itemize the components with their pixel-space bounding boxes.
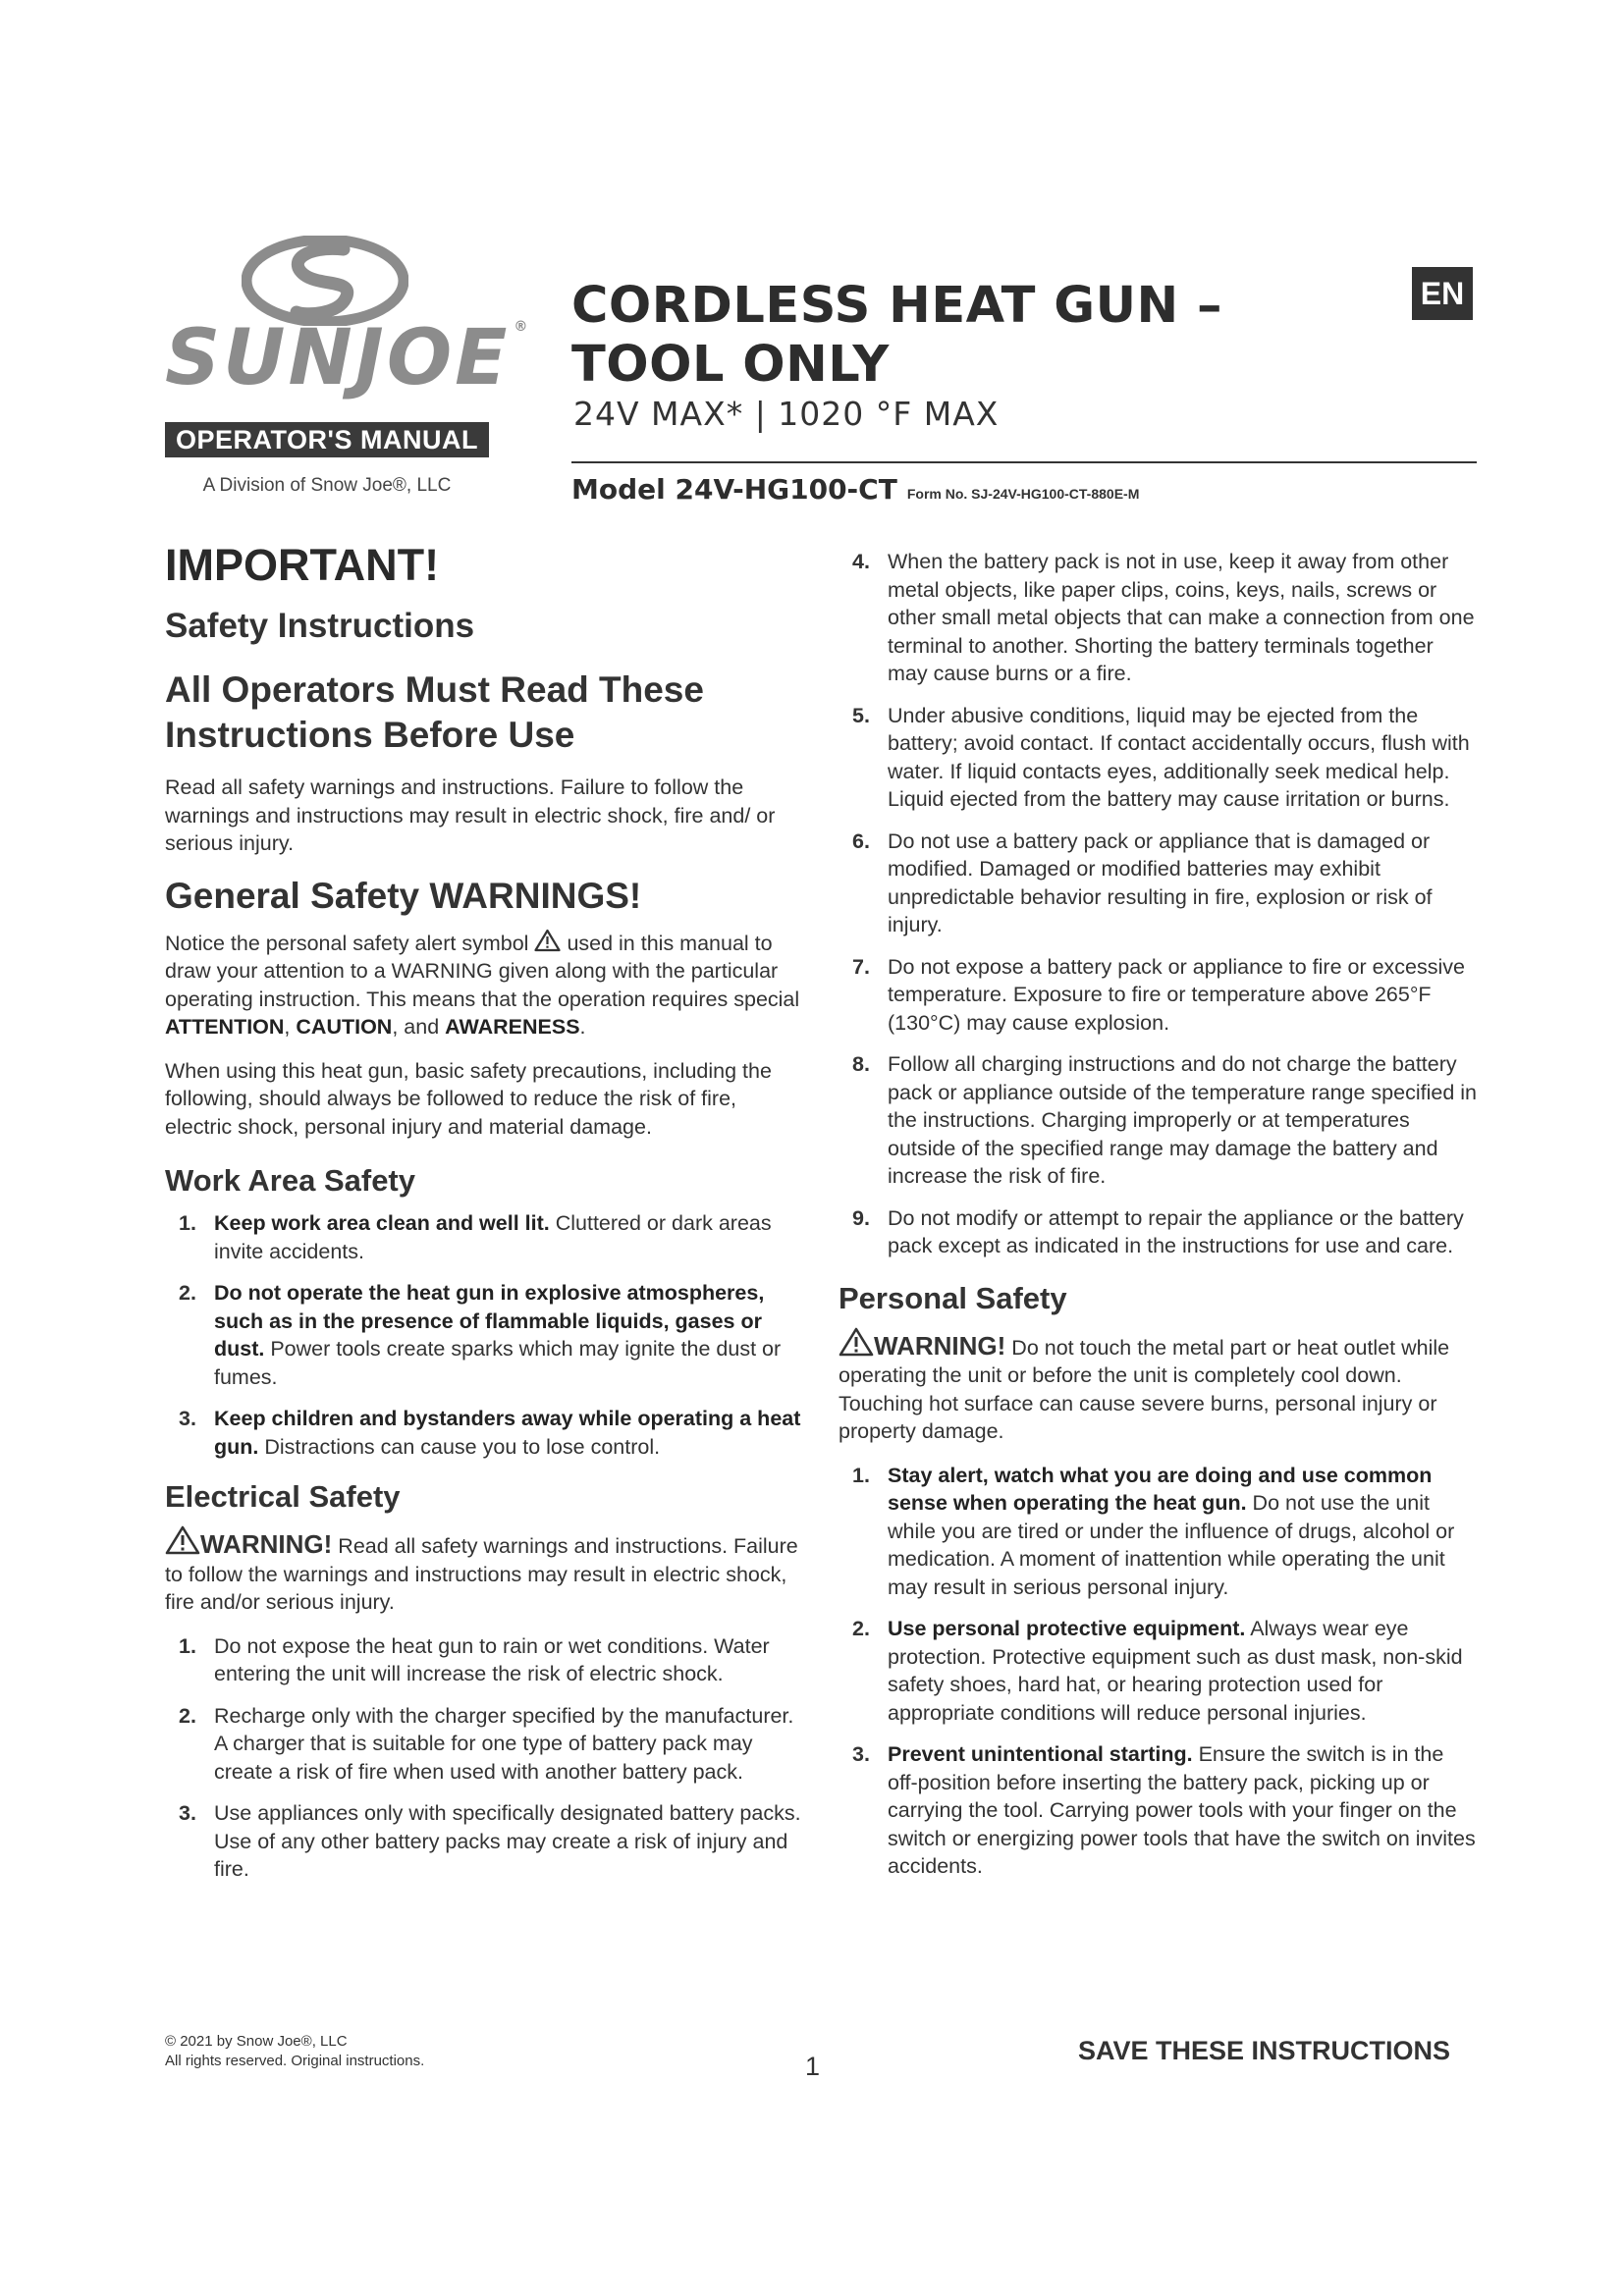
list-item: 4. When the battery pack is not in use, keep it away from other metal objects, like paper clips, coins, keys, nails, screws or other small metal objects that can make a connection from one terminal to another. Shorting the battery terminals together may cause burns or a fire.	[852, 550, 1475, 685]
safety-instructions-heading: Safety Instructions	[165, 607, 475, 645]
list-item: 3. Use appliances only with specifically designated battery packs. Use of any other battery packs may create a risk of injury and fire.	[179, 1801, 801, 1881]
operators-manual-badge: OPERATOR'S MANUAL	[165, 422, 489, 457]
title-line-1: CORDLESS HEAT GUN –	[571, 277, 1222, 335]
personal-warning: WARNING! Do not touch the metal part or heat outlet while operating the unit or before the unit is completely cool down. Touching hot surface can cause severe burns, personal injury or property damage.	[839, 1327, 1477, 1446]
header-divider	[571, 461, 1477, 463]
language-badge: EN	[1412, 267, 1473, 320]
list-item: 7. Do not expose a battery pack or appliance to fire or excessive temperature. Exposure to fire or temperature above 265°F (130°C) may cause explosion.	[852, 954, 1465, 1035]
notice-paragraph: Notice the personal safety alert symbol used in this manual to draw your attention to a WARNING given along with the particular operating instruction. This means that the operation requires special ATTENTION, CAUTION, and AWARENESS.	[165, 929, 803, 1041]
work-area-list	[165, 1209, 803, 1461]
page-subtitle: 24V MAX* | 1020 °F MAX	[573, 395, 1000, 433]
list-item: 3. Keep children and bystanders away while operating a heat gun. Distractions can cause you to lose control.	[179, 1407, 801, 1459]
form-number: Form No. SJ-24V-HG100-CT-880E-M	[906, 486, 1140, 502]
brand-name: SUNJOE ®	[165, 314, 531, 402]
list-item: 6. Do not use a battery pack or appliance that is damaged or modified. Damaged or modified batteries may exhibit unpredictable behavior resulting in fire, explosion or risk of injury.	[852, 828, 1433, 936]
electrical-warning: WARNING! Read all safety warnings and instructions. Failure to follow the warnings and instructions may result in electric shock, fire and/or serious injury.	[165, 1525, 803, 1617]
list-item: 1. Keep work area clean and well lit. Cluttered or dark areas invite accidents.	[179, 1211, 772, 1263]
personal-safety-heading: Personal Safety	[839, 1280, 1067, 1315]
list-item: 8. Follow all charging instructions and do not charge the battery pack or appliance outside of the temperature range specified in the instructions. Charging improperly or at temperatures outside of the specified range may damage the battery and increase the risk of fire.	[852, 1052, 1477, 1188]
warning-triangle-icon	[839, 1327, 874, 1357]
page-number: 1	[805, 2052, 821, 2081]
personal-safety-list	[839, 1462, 1477, 1881]
model-line	[571, 473, 1139, 506]
warning-triangle-icon	[165, 1525, 200, 1555]
when-using-paragraph: When using this heat gun, basic safety precautions, including the following, should always be followed to reduce the risk of fire, electric shock, personal injury and material damage.	[165, 1058, 772, 1139]
division-note: A Division of Snow Joe®, LLC	[202, 475, 452, 496]
copyright-notice	[165, 2032, 424, 2071]
list-item: 2. Do not operate the heat gun in explosive atmospheres, such as in the presence of flammable liquids, gases or dust. Power tools create sparks which may ignite the dust or fumes.	[179, 1281, 782, 1389]
list-item: 5. Under abusive conditions, liquid may be ejected from the battery; avoid contact. If contact accidentally occurs, flush with water. If liquid contacts eyes, additionally seek medical help. Liquid ejected from the battery may cause irritation or burns.	[852, 703, 1470, 811]
brand-logo	[165, 236, 531, 402]
page-title	[571, 277, 1222, 395]
left-column	[165, 540, 803, 1897]
sunjoe-swirl-icon	[242, 236, 408, 326]
list-item: 1. Stay alert, watch what you are doing and use common sense when operating the heat gun. Do not use the unit while you are tired or under the influence of drugs, alcohol or medication. A moment of inattention while operating the unit may result in serious personal injury.	[852, 1463, 1455, 1599]
warning-triangle-icon	[534, 929, 561, 952]
read-all-paragraph: Read all safety warnings and instructions. Failure to follow the warnings and instructions may result in electric shock, fire and/ or serious injury.	[165, 775, 776, 855]
list-item: 2. Use personal protective equipment. Always wear eye protection. Protective equipment such as dust mask, non-skid safety shoes, hard hat, or hearing protection used for appropriate conditions will reduce personal injuries.	[852, 1617, 1463, 1725]
electrical-list-continued	[839, 548, 1477, 1260]
electrical-list	[165, 1632, 803, 1884]
right-column	[839, 548, 1477, 1895]
copyright-line-2: All rights reserved. Original instructions.	[165, 2053, 425, 2069]
copyright-line-1: © 2021 by Snow Joe®, LLC	[165, 2033, 348, 2050]
list-item: 1. Do not expose the heat gun to rain or wet conditions. Water entering the unit will increase the risk of electric shock.	[179, 1633, 770, 1685]
list-item: 9. Do not modify or attempt to repair the appliance or the battery pack except as indicated in the instructions for use and care.	[852, 1205, 1464, 1257]
model-number: Model 24V-HG100-CT	[571, 473, 897, 506]
title-line-2: TOOL ONLY	[571, 336, 890, 394]
general-warnings-heading: General Safety WARNINGS!	[165, 875, 642, 916]
save-instructions: SAVE THESE INSTRUCTIONS	[1078, 2036, 1451, 2065]
list-item: 3. Prevent unintentional starting. Ensure the switch is in the off-position before inserting the battery pack, picking up or carrying the tool. Carrying power tools with your finger on the switch or energizing power tools that have the switch on invites accidents.	[852, 1742, 1476, 1878]
list-item: 2. Recharge only with the charger specified by the manufacturer. A charger that is suitable for one type of battery pack may create a risk of fire when used with another battery pack.	[179, 1703, 794, 1784]
electrical-safety-heading: Electrical Safety	[165, 1479, 401, 1514]
work-area-heading: Work Area Safety	[165, 1163, 415, 1198]
important-heading: IMPORTANT!	[165, 540, 440, 590]
all-operators-heading: All Operators Must Read These Instructions Before Use	[165, 669, 704, 755]
